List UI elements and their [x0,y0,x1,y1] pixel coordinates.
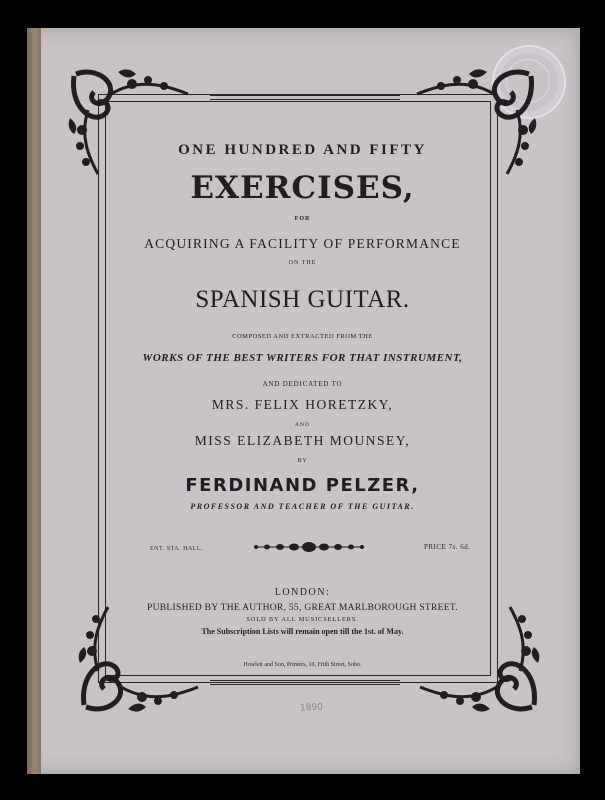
text-for: FOR [294,216,311,222]
text-on-the: ON THE [288,260,317,266]
author-title: PROFESSOR AND TEACHER OF THE GUITAR. [190,502,415,511]
text-dedicated: AND DEDICATED TO [262,380,343,388]
dedicatee-horetzky: MRS. FELIX HORETZKY, [211,397,394,412]
imprint-sold-by: SOLD BY ALL MUSICSELLERS. [246,616,359,623]
text-works: WORKS OF THE BEST WRITERS FOR THAT INSTRUMENT, [142,352,463,364]
text-by: BY [297,458,308,464]
title-line-one-hundred: ONE HUNDRED AND FIFTY [178,142,427,158]
text-and: AND [295,422,310,428]
dedicatee-mounsey: MISS ELIZABETH MOUNSEY, [194,433,411,448]
ruled-border-top [210,95,400,100]
author-name: FERDINAND PELZER, [185,475,420,496]
title-exercises: EXERCISES, [190,170,415,206]
subscription-notice: The Subscription Lists will remain open till the 1st. of May. [201,627,404,636]
handwritten-note: 1890 [299,702,324,714]
text-composed: COMPOSED AND EXTRACTED FROM THE [232,333,373,340]
floral-divider-icon [250,540,368,554]
imprint-city: LONDON: [274,587,331,598]
price-label: PRICE 7s. 6d. [424,543,471,551]
entered-stationers-hall: ENT. STA. HALL. [150,546,204,552]
ruled-border-bottom [210,680,400,685]
imprint-publisher: PUBLISHED BY THE AUTHOR, 55, GREAT MARLBOROUGH STREET. [147,603,458,613]
corner-ornament-icon [68,66,198,181]
corner-ornament-icon [407,66,537,181]
text-acquiring: ACQUIRING A FACILITY OF PERFORMANCE [144,236,461,251]
title-spanish-guitar: SPANISH GUITAR. [195,286,410,313]
printer-credit: Howlett and Son, Printers, 10, Frith Street, Soho. [243,662,362,668]
